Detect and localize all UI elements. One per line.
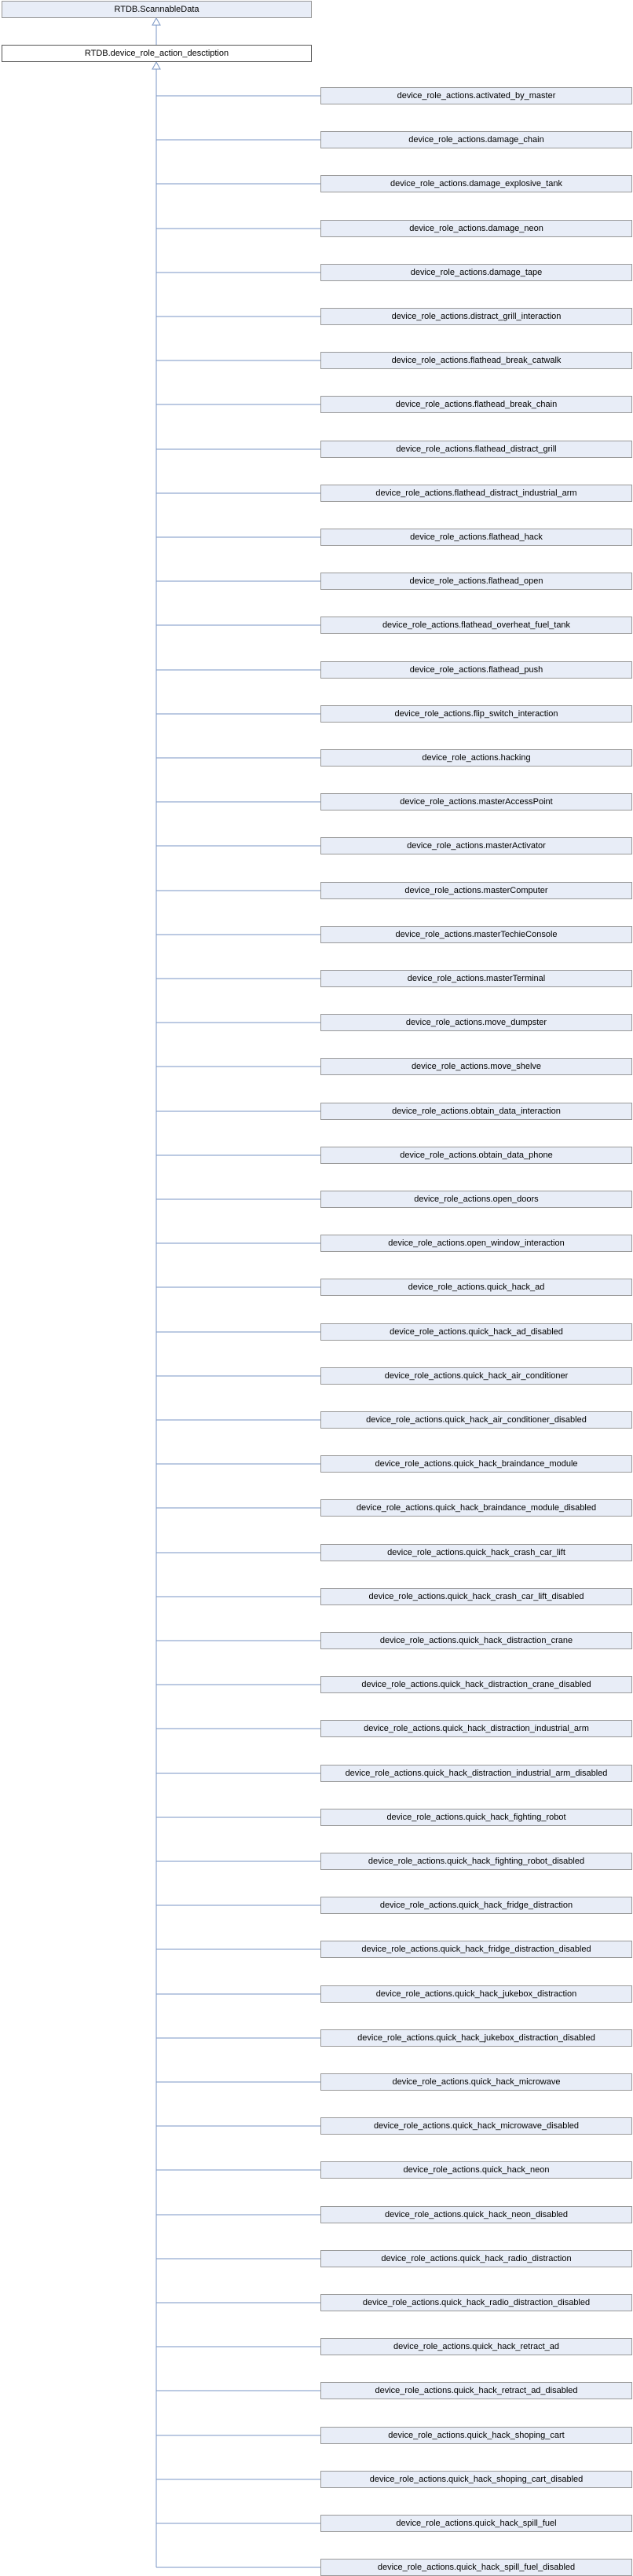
derived-class-node[interactable]: device_role_actions.quick_hack_jukebox_distraction_disabled [320,2029,632,2047]
derived-class-node[interactable]: device_role_actions.flip_switch_interaction [320,705,632,723]
derived-class-node[interactable]: device_role_actions.quick_hack_shoping_cart_disabled [320,2471,632,2488]
derived-class-node[interactable]: device_role_actions.quick_hack_crash_car_lift_disabled [320,1588,632,1605]
derived-class-node[interactable]: device_role_actions.quick_hack_radio_distraction_disabled [320,2294,632,2311]
derived-class-node[interactable]: device_role_actions.damage_tape [320,264,632,281]
derived-class-node[interactable]: device_role_actions.quick_hack_fridge_distraction_disabled [320,1941,632,1958]
derived-class-node[interactable]: device_role_actions.flathead_distract_industrial_arm [320,485,632,502]
derived-class-node[interactable]: device_role_actions.masterTechieConsole [320,926,632,943]
current-class-node: RTDB.device_role_action_desctiption [2,45,312,62]
derived-class-node[interactable]: device_role_actions.move_shelve [320,1058,632,1075]
derived-class-node[interactable]: device_role_actions.quick_hack_neon [320,2161,632,2179]
derived-class-node[interactable]: device_role_actions.damage_chain [320,131,632,148]
derived-class-node[interactable]: device_role_actions.quick_hack_spill_fuel [320,2515,632,2532]
derived-class-node[interactable]: device_role_actions.hacking [320,749,632,767]
derived-class-node[interactable]: device_role_actions.quick_hack_fighting_robot_disabled [320,1853,632,1870]
derived-class-node[interactable]: device_role_actions.masterActivator [320,837,632,854]
derived-class-node[interactable]: device_role_actions.distract_grill_interaction [320,308,632,325]
derived-class-node[interactable]: device_role_actions.open_window_interaction [320,1235,632,1252]
derived-class-node[interactable]: device_role_actions.quick_hack_radio_distraction [320,2250,632,2267]
derived-class-node[interactable]: device_role_actions.quick_hack_fighting_robot [320,1809,632,1826]
derived-class-node[interactable]: device_role_actions.quick_hack_braindance_module_disabled [320,1499,632,1517]
derived-class-node[interactable]: device_role_actions.quick_hack_microwave [320,2073,632,2091]
derived-class-node[interactable]: device_role_actions.quick_hack_distraction_industrial_arm_disabled [320,1765,632,1782]
derived-class-node[interactable]: device_role_actions.quick_hack_distraction_crane [320,1632,632,1649]
derived-class-node[interactable]: device_role_actions.quick_hack_neon_disabled [320,2206,632,2223]
derived-class-node[interactable]: device_role_actions.quick_hack_jukebox_distraction [320,1985,632,2003]
derived-class-node[interactable]: device_role_actions.obtain_data_interaction [320,1103,632,1120]
derived-class-node[interactable]: device_role_actions.quick_hack_air_conditioner_disabled [320,1411,632,1429]
derived-class-node[interactable]: device_role_actions.flathead_break_catwalk [320,352,632,369]
derived-class-node[interactable]: device_role_actions.quick_hack_retract_ad [320,2338,632,2355]
derived-class-node[interactable]: device_role_actions.open_doors [320,1191,632,1208]
derived-class-node[interactable]: device_role_actions.flathead_push [320,661,632,679]
derived-class-node[interactable]: device_role_actions.quick_hack_spill_fuel_disabled [320,2559,632,2576]
derived-class-node[interactable]: device_role_actions.quick_hack_distraction_crane_disabled [320,1676,632,1693]
derived-class-node[interactable]: device_role_actions.quick_hack_crash_car_lift [320,1544,632,1561]
derived-class-node[interactable]: device_role_actions.flathead_open [320,573,632,590]
derived-class-node[interactable]: device_role_actions.masterComputer [320,882,632,899]
derived-class-node[interactable]: device_role_actions.damage_explosive_tank [320,175,632,192]
derived-class-node[interactable]: device_role_actions.quick_hack_braindance_module [320,1455,632,1473]
derived-class-node[interactable]: device_role_actions.move_dumpster [320,1014,632,1031]
derived-class-node[interactable]: device_role_actions.quick_hack_ad_disabled [320,1323,632,1341]
base-class-node[interactable]: RTDB.ScannableData [2,1,312,18]
derived-class-node[interactable]: device_role_actions.flathead_distract_grill [320,441,632,458]
derived-class-node[interactable]: device_role_actions.flathead_break_chain [320,396,632,413]
derived-class-node[interactable]: device_role_actions.quick_hack_distraction_industrial_arm [320,1720,632,1737]
derived-class-node[interactable]: device_role_actions.quick_hack_microwave_disabled [320,2117,632,2135]
base-arrow-head [152,18,160,25]
derived-class-node[interactable]: device_role_actions.quick_hack_air_conditioner [320,1367,632,1385]
derived-class-node[interactable]: device_role_actions.masterTerminal [320,970,632,987]
derived-class-node[interactable]: device_role_actions.quick_hack_fridge_distraction [320,1897,632,1914]
derived-class-node[interactable]: device_role_actions.activated_by_master [320,87,632,104]
derived-class-node[interactable]: device_role_actions.quick_hack_retract_ad_disabled [320,2382,632,2399]
derived-class-node[interactable]: device_role_actions.quick_hack_ad [320,1279,632,1296]
derived-class-node[interactable]: device_role_actions.damage_neon [320,220,632,237]
derived-class-node[interactable]: device_role_actions.flathead_hack [320,529,632,546]
derived-class-node[interactable]: device_role_actions.obtain_data_phone [320,1147,632,1164]
derived-class-node[interactable]: device_role_actions.flathead_overheat_fuel_tank [320,617,632,634]
derived-arrow-head [152,62,160,69]
derived-class-node[interactable]: device_role_actions.masterAccessPoint [320,793,632,810]
derived-class-node[interactable]: device_role_actions.quick_hack_shoping_cart [320,2427,632,2444]
